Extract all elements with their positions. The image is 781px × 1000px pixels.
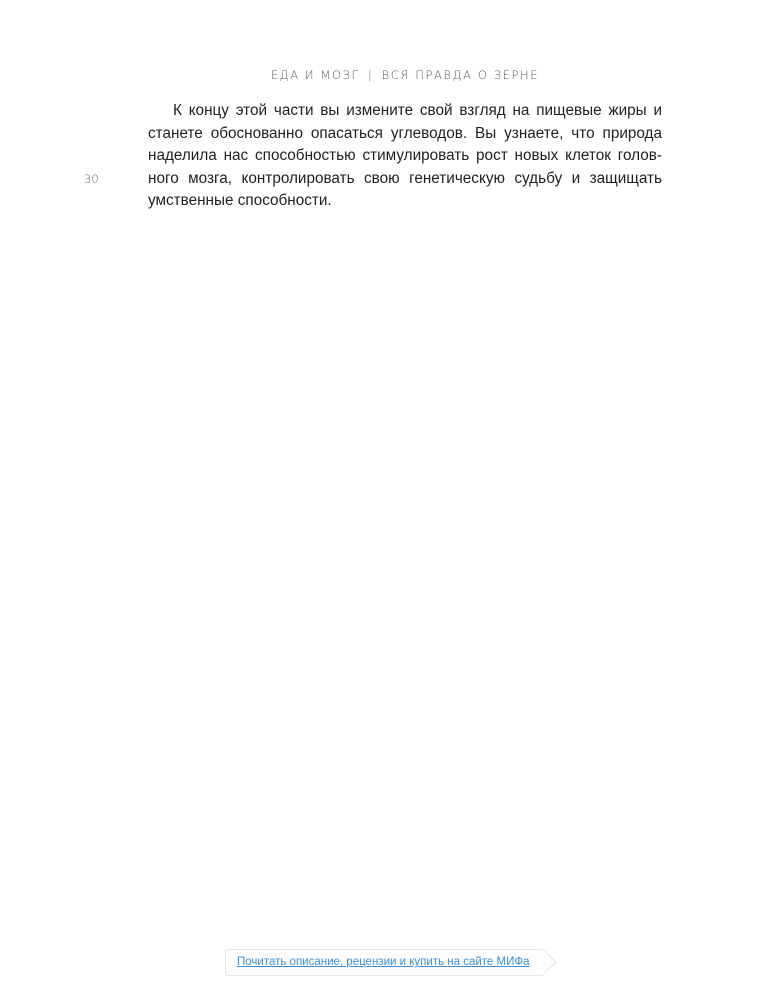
body-paragraph: К концу этой части вы измените свой взгляд на пищевые жиры и станете обоснованно опасаться углеводов. Вы узнаете, что природа наделила нас способностью стимулировать рост новых клеток головного мозга, контролировать свою генетическую судьбу и защищать умственные способности. — [148, 102, 662, 209]
header-separator: | — [367, 68, 374, 82]
page-number: 30 — [84, 172, 99, 186]
site-link-callout — [225, 949, 543, 976]
book-title: ЕДА И МОЗГ — [270, 68, 360, 82]
site-link[interactable]: Почитать описание, рецензии и купить на сайте МИФа — [237, 956, 530, 968]
running-header — [148, 68, 662, 82]
book-subtitle: ВСЯ ПРАВДА О ЗЕРНЕ — [381, 68, 540, 82]
